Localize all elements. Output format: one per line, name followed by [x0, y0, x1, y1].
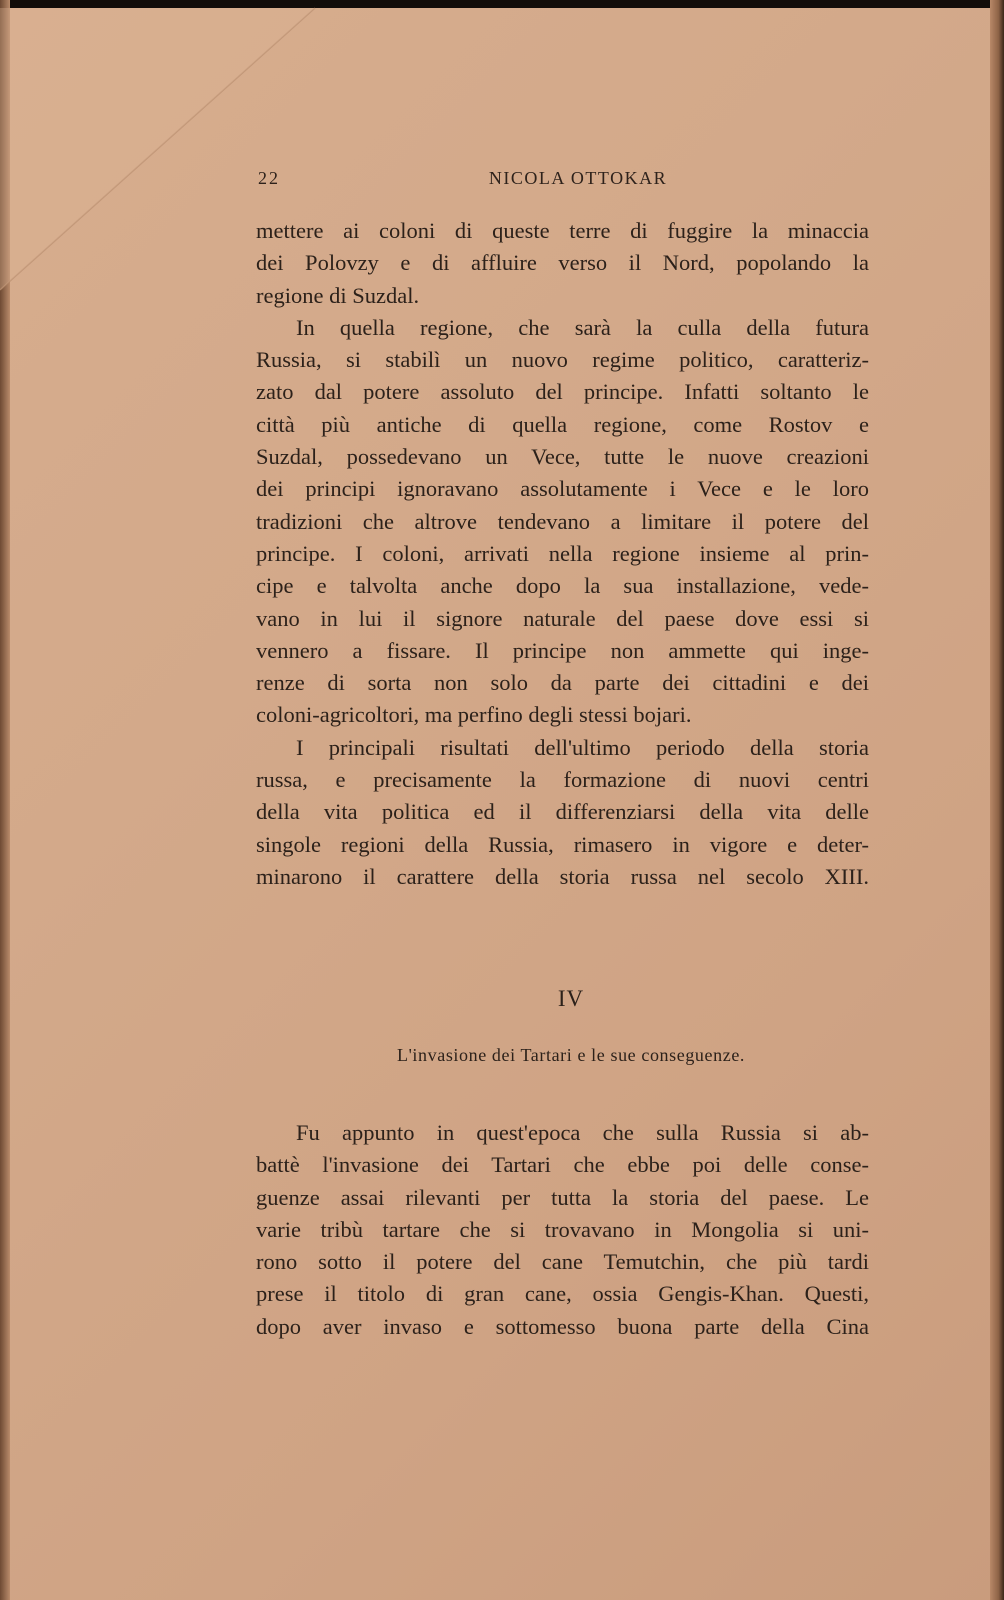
text-line: In quella regione, che sarà la culla della futura — [296, 314, 869, 340]
text-line: I principali risultati dell'ultimo periodo della storia — [296, 734, 869, 760]
text-line: dei principi ignoravano assolutamente i Vece e le loro — [256, 476, 869, 502]
text-line: Suzdal, possedevano un Vece, tutte le nuove creazioni — [256, 444, 869, 470]
page-top-shadow — [0, 0, 1004, 8]
text-line: regione di Suzdal. — [256, 282, 420, 308]
text-line: minarono il carattere della storia russa nel secolo XIII. — [256, 863, 869, 889]
text-line: vennero a fissare. Il principe non ammette qui inge- — [256, 637, 869, 663]
text-line: singole regioni della Russia, rimasero in vigore e deter- — [256, 831, 869, 857]
text-line: vano in lui il signore naturale del paese dove essi si — [256, 605, 869, 631]
text-line: cipe e talvolta anche dopo la sua installazione, vede- — [256, 573, 869, 599]
text-line: Russia, si stabilì un nuovo regime politico, caratteriz- — [256, 347, 869, 373]
text-line: zato dal potere assoluto del principe. Infatti soltanto le — [256, 379, 869, 405]
chapter-number: IV — [557, 986, 585, 1011]
text-line: mettere ai coloni di queste terre di fuggire la minaccia — [256, 218, 869, 243]
text-line: della vita politica ed il differenziarsi della vita delle — [256, 799, 869, 825]
text-line: russa, e precisamente la formazione di nuovi centri — [256, 767, 869, 793]
page-left-binding-edge — [0, 0, 10, 1600]
text-line: dopo aver invaso e sottomesso buona parte della Cina — [256, 1313, 869, 1339]
chapter-title: L'invasione dei Tartari e le sue conseguenze. — [396, 1045, 746, 1065]
text-line: città più antiche di quella regione, come Rostov e — [256, 411, 869, 437]
text-line: tradizioni che altrove tendevano a limitare il potere del — [256, 508, 869, 534]
text-line: renze di sorta non solo da parte dei cittadini e dei — [256, 670, 869, 696]
text-line: coloni-agricoltori, ma perfino degli stessi bojari. — [256, 702, 692, 728]
running-head: NICOLA OTTOKAR — [488, 168, 668, 188]
text-line: dei Polovzy e di affluire verso il Nord, popolando la — [256, 250, 869, 276]
text-line: guenze assai rilevanti per tutta la storia del paese. Le — [256, 1184, 869, 1210]
page-number: 22 — [258, 168, 280, 188]
text-line: principe. I coloni, arrivati nella regione insieme al prin- — [256, 540, 869, 566]
body-text-section-2 — [256, 1117, 869, 1343]
text-line: varie tribù tartare che si trovavano in Mongolia si uni- — [256, 1216, 869, 1242]
page-right-edge — [990, 0, 1004, 1600]
text-line: prese il titolo di gran cane, ossia Gengis-Khan. Questi, — [256, 1281, 869, 1307]
text-line: rono sotto il potere del cane Temutchin, che più tardi — [256, 1249, 869, 1275]
text-line: battè l'invasione dei Tartari che ebbe poi delle conse- — [256, 1152, 869, 1178]
page-header — [258, 168, 868, 192]
body-text-section-1 — [256, 215, 869, 893]
text-line: Fu appunto in quest'epoca che sulla Russia si ab- — [296, 1120, 869, 1145]
